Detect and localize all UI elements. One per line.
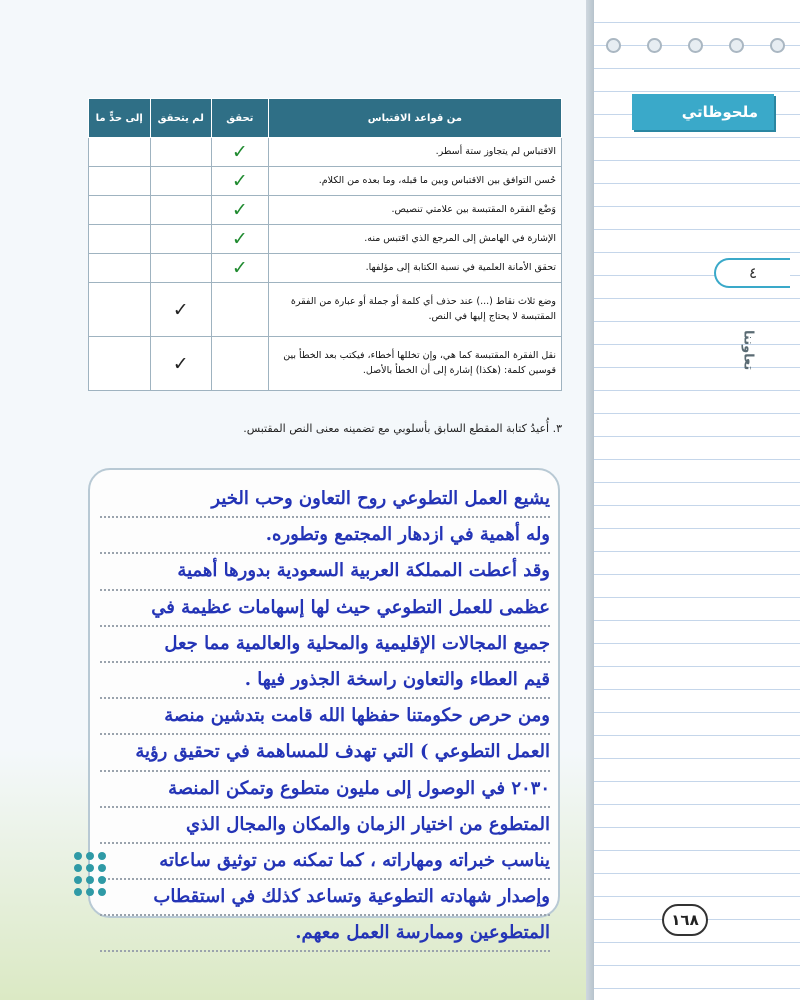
rule-cell: الإشارة في الهامش إلى المرجع الذي اقتبس منه.: [268, 225, 561, 254]
table-header-achieved: تحقق: [211, 99, 268, 138]
table-header-rule: من قواعد الاقتباس: [268, 99, 561, 138]
not-achieved-cell[interactable]: [150, 167, 211, 196]
notes-column: [594, 0, 800, 1000]
dot-icon: [86, 864, 94, 872]
dot-icon: [74, 864, 82, 872]
answer-line: ٢٠٣٠ في الوصول إلى مليون متطوع وتمكن المنصة: [100, 772, 550, 808]
page-edge: [586, 0, 594, 1000]
achieved-cell[interactable]: [211, 196, 268, 225]
decorative-dots: [74, 852, 106, 896]
dot-icon: [86, 852, 94, 860]
checkmark-icon: ✓: [172, 298, 189, 321]
achieved-cell[interactable]: [211, 167, 268, 196]
binder-holes: [606, 38, 800, 53]
notes-title: ملحوظاتي: [632, 94, 774, 130]
answer-line: يشيع العمل التطوعي روح التعاون وحب الخير: [100, 482, 550, 518]
answer-handwriting: [100, 482, 550, 952]
answer-line: ومن حرص حكومتنا حفظها الله قامت بتدشين منصة: [100, 699, 550, 735]
dot-icon: [98, 864, 106, 872]
dot-icon: [86, 876, 94, 884]
dot-icon: [74, 888, 82, 896]
table-header-partially: إلى حدٍّ ما: [89, 99, 151, 138]
checkmark-icon: ✓: [231, 257, 248, 279]
partially-cell[interactable]: [89, 254, 151, 283]
dot-icon: [98, 876, 106, 884]
rule-cell: حُسن التوافق بين الاقتباس وبين ما قبله، وما بعده من الكلام.: [268, 167, 561, 196]
table-row: [89, 254, 562, 283]
answer-line: المتطوعين وممارسة العمل معهم.: [100, 916, 550, 952]
table-row: [89, 196, 562, 225]
not-achieved-cell[interactable]: [150, 138, 211, 167]
achieved-cell[interactable]: [211, 337, 268, 391]
answer-line: جميع المجالات الإقليمية والمحلية والعالمية مما جعل: [100, 627, 550, 663]
table-header-row: [89, 99, 562, 138]
not-achieved-cell[interactable]: [150, 196, 211, 225]
dot-icon: [74, 876, 82, 884]
page-number: ١٦٨: [662, 904, 708, 936]
checkmark-icon: ✓: [172, 352, 189, 375]
answer-line: وإصدار شهادته التطوعية وتساعد كذلك في استقطاب: [100, 880, 550, 916]
achieved-cell[interactable]: [211, 138, 268, 167]
partially-cell[interactable]: [89, 196, 151, 225]
binder-hole-icon: [729, 38, 744, 53]
achieved-cell[interactable]: [211, 225, 268, 254]
answer-line: قيم العطاء والتعاون راسخة الجذور فيها .: [100, 663, 550, 699]
answer-line: عظمى للعمل التطوعي حيث لها إسهامات عظيمة في: [100, 591, 550, 627]
checkmark-icon: ✓: [231, 228, 248, 250]
answer-line: يناسب خبراته ومهاراته ، كما تمكنه من توثيق ساعاته: [100, 844, 550, 880]
table-row: [89, 167, 562, 196]
partially-cell[interactable]: [89, 283, 151, 337]
unit-number-tab: ٤: [714, 258, 790, 288]
achieved-cell[interactable]: [211, 283, 268, 337]
partially-cell[interactable]: [89, 337, 151, 391]
dot-icon: [86, 888, 94, 896]
checkmark-icon: ✓: [231, 199, 248, 221]
table-row: [89, 225, 562, 254]
dot-icon: [98, 888, 106, 896]
not-achieved-cell[interactable]: [150, 283, 211, 337]
checkmark-icon: ✓: [231, 141, 248, 163]
answer-line: وقد أعطت المملكة العربية السعودية بدورها أهمية: [100, 554, 550, 590]
binder-hole-icon: [606, 38, 621, 53]
checkmark-icon: ✓: [231, 170, 248, 192]
achieved-cell[interactable]: [211, 254, 268, 283]
dot-icon: [98, 852, 106, 860]
rule-cell: نقل الفقرة المقتبسة كما هي، وإن تخللها أخطاء، فيكتب بعد الخطأ بين قوسين كلمة: (هكذا) إشارة إلى أن الخطأ بالأصل.: [268, 337, 561, 391]
table-header-not-achieved: لم يتحقق: [150, 99, 211, 138]
table-row: [89, 283, 562, 337]
unit-name-label: تعاوننا: [740, 329, 756, 371]
question-text: ٣. أُعيدُ كتابة المقطع السابق بأسلوبي مع تضمينه معنى النص المقتبس.: [243, 422, 562, 435]
dot-icon: [74, 852, 82, 860]
answer-line: وله أهمية في ازدهار المجتمع وتطوره.: [100, 518, 550, 554]
binder-hole-icon: [770, 38, 785, 53]
binder-hole-icon: [688, 38, 703, 53]
partially-cell[interactable]: [89, 225, 151, 254]
rule-cell: وَضْع الفقرة المقتبسة بين علامتي تنصيص.: [268, 196, 561, 225]
quotation-rules-table: [88, 98, 562, 391]
not-achieved-cell[interactable]: [150, 225, 211, 254]
binder-hole-icon: [647, 38, 662, 53]
not-achieved-cell[interactable]: [150, 337, 211, 391]
partially-cell[interactable]: [89, 138, 151, 167]
table-row: [89, 138, 562, 167]
partially-cell[interactable]: [89, 167, 151, 196]
not-achieved-cell[interactable]: [150, 254, 211, 283]
rule-cell: الاقتباس لم يتجاوز ستة أسطر.: [268, 138, 561, 167]
rule-cell: تحقق الأمانة العلمية في نسبة الكتابة إلى مؤلفها.: [268, 254, 561, 283]
answer-line: المتطوع من اختيار الزمان والمكان والمجال الذي: [100, 808, 550, 844]
rule-cell: وضع ثلاث نقاط (...) عند حذف أي كلمة أو جملة أو عبارة من الفقرة المقتبسة لا يحتاج إليها في النص.: [268, 283, 561, 337]
table-row: [89, 337, 562, 391]
answer-line: العمل التطوعي ) التي تهدف للمساهمة في تحقيق رؤية: [100, 735, 550, 771]
